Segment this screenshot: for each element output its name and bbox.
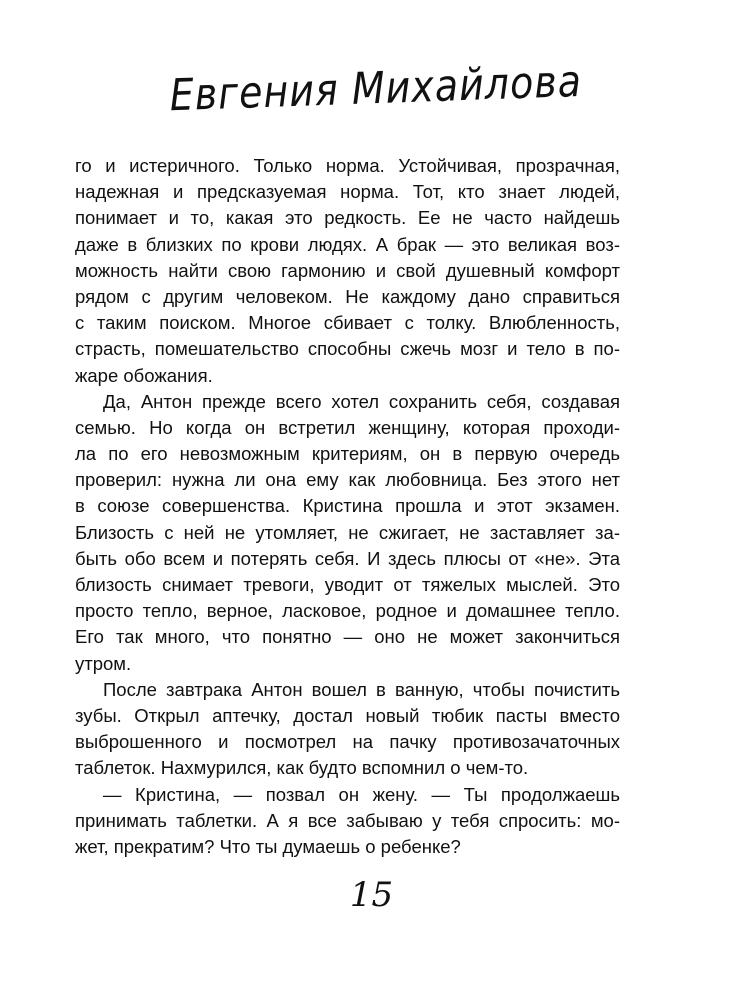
text-line: близость снимает тревоги, уводит от тяжелых мыслей. Это — [75, 574, 620, 595]
text-line: — Кристина, — позвал он жену. — Ты продолжаешь — [103, 783, 620, 805]
text-line: го и истеричного. Только норма. Устойчивая, прозрачная, — [75, 155, 620, 176]
text-line: После завтрака Антон вошел в ванную, чтобы почистить — [103, 678, 620, 700]
paragraph-4 — [75, 782, 620, 861]
text-line: жет, прекратим? Что ты думаешь о ребенке? — [75, 835, 461, 857]
text-line: можность найти свою гармонию и свой душевный комфорт — [75, 259, 620, 281]
text-line: Да, Антон прежде всего хотел сохранить себя, создавая — [103, 390, 620, 412]
text-line: с таким поиском. Многое сбивает с толку. Влюбленность, — [75, 312, 620, 334]
text-line: даже в близких по крови людях. А брак — это великая воз- — [75, 233, 620, 255]
text-line: жаре обожания. — [75, 364, 213, 386]
text-line: выброшенного и посмотрел на пачку противозачаточных — [75, 731, 620, 753]
paragraph-2 — [75, 389, 620, 677]
text-line: надежная и предсказуемая норма. Тот, кто знает людей, — [75, 181, 620, 203]
text-line: быть обо всем и потерять себя. И здесь плюсы от «не». Эта — [75, 547, 620, 569]
text-line: Его так много, что понятно — оно не может закончиться — [75, 626, 620, 648]
text-line: проверил: нужна ли она ему как любовница. Без этого нет — [75, 469, 620, 491]
text-line: ла по его невозможным критериям, он в первую очередь — [75, 443, 620, 465]
author-name: Евгения Михайлова — [168, 55, 583, 121]
text-line: принимать таблетки. А я все забываю у тебя спросить: мо- — [75, 809, 620, 831]
text-line: понимает и то, какая это редкость. Ее не часто найдешь — [75, 207, 620, 229]
text-line: таблеток. Нахмурился, как будто вспомнил о чем-то. — [75, 757, 529, 779]
text-line: просто тепло, верное, ласковое, родное и домашнее тепло. — [75, 600, 620, 622]
body-text — [75, 153, 620, 860]
text-line: семью. Но когда он встретил женщину, которая проходи- — [75, 416, 620, 438]
paragraph-3 — [75, 677, 620, 782]
text-line: рядом с другим человеком. Не каждому дано справиться — [75, 285, 620, 307]
page-number: 15 — [349, 875, 394, 915]
running-head — [168, 55, 591, 144]
text-line: зубы. Открыл аптечку, достал новый тюбик пасты вместо — [75, 704, 620, 726]
text-line: страсть, помешательство способны сжечь мозг и тело в по- — [75, 338, 620, 360]
text-line: утром. — [75, 652, 132, 674]
text-line: Близость с ней не утомляет, не сжигает, не заставляет за- — [75, 521, 620, 543]
paragraph-1 — [75, 153, 620, 389]
text-line: в союзе совершенства. Кристина прошла и этот экзамен. — [75, 495, 620, 517]
